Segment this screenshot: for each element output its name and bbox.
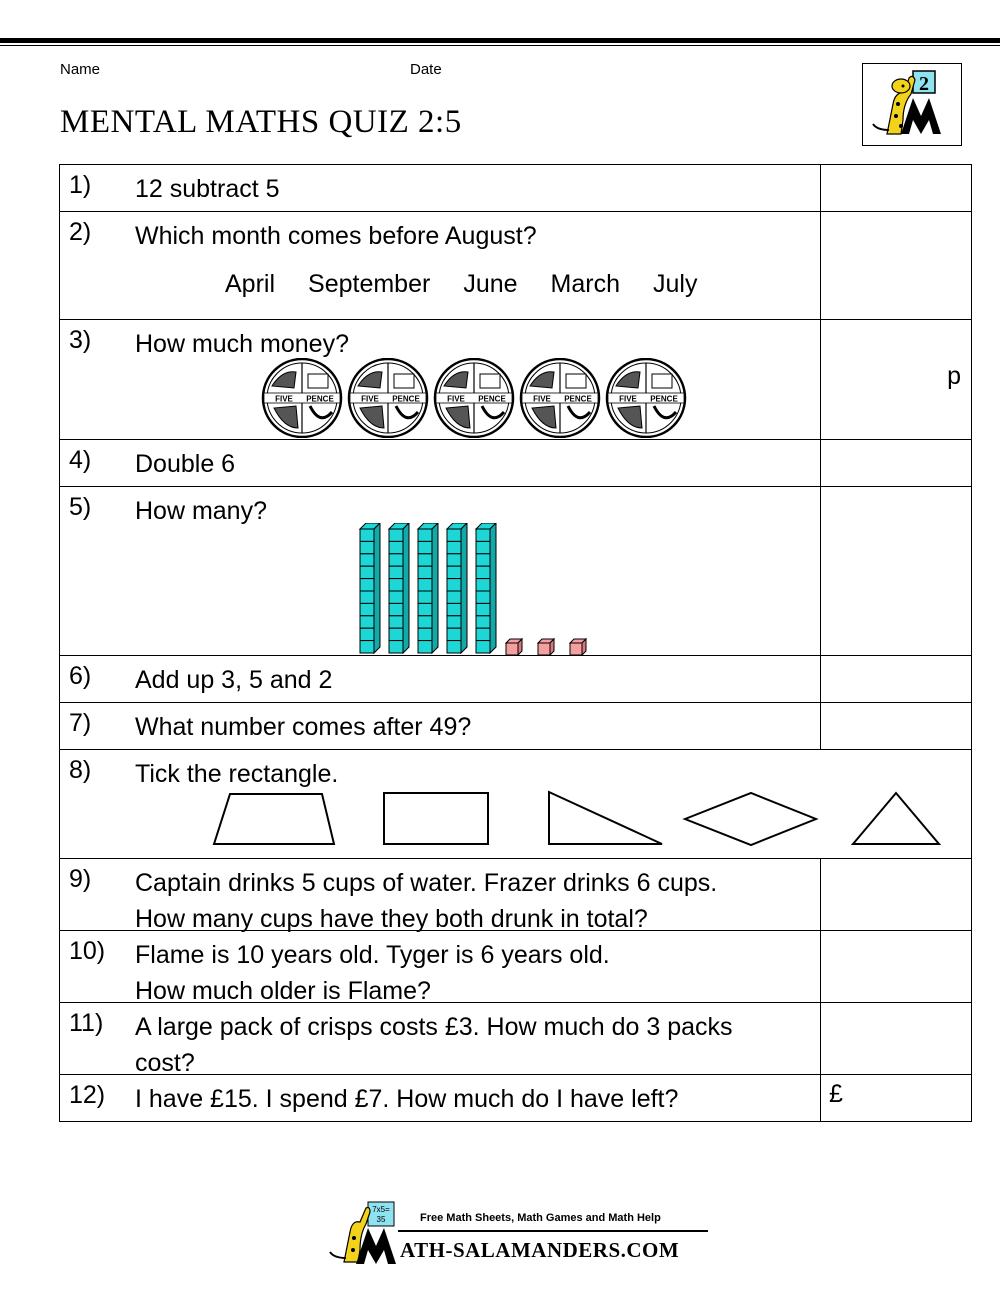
month-options — [225, 270, 730, 299]
answer-unit-pound: £ — [829, 1080, 843, 1108]
answer-box[interactable] — [821, 440, 972, 487]
coin-label-five: FIVE — [619, 394, 637, 404]
answer-box[interactable] — [821, 212, 972, 320]
unit-cube — [570, 639, 586, 655]
option-july: July — [653, 270, 698, 298]
question-number: 4) — [69, 446, 92, 474]
option-april: April — [225, 270, 276, 298]
option-march: March — [550, 270, 620, 298]
answer-box[interactable] — [821, 1075, 972, 1122]
footer-logo — [326, 1200, 710, 1266]
five-pence-coin — [435, 359, 513, 437]
coin-label-five: FIVE — [533, 394, 551, 404]
rhombus-shape[interactable] — [685, 793, 816, 845]
table-row — [60, 1003, 972, 1075]
tens-rod — [418, 523, 438, 653]
question-number: 1) — [69, 171, 92, 199]
question-text: Which month comes before August? — [135, 222, 537, 250]
table-row — [60, 440, 972, 487]
table-row — [60, 656, 972, 703]
top-rule — [0, 38, 1000, 43]
table-row — [60, 487, 972, 656]
right-triangle-shape[interactable] — [549, 792, 662, 844]
question-text: I have £15. I spend £7. How much do I have left? — [135, 1085, 679, 1113]
table-row — [60, 165, 972, 212]
quiz-table — [59, 164, 972, 1122]
coin-label-five: FIVE — [275, 394, 293, 404]
question-text: Captain drinks 5 cups of water. Frazer drinks 6 cups. How many cups have they both drunk in total? — [135, 869, 718, 933]
question-number: 5) — [69, 493, 92, 521]
five-pence-coin — [349, 359, 427, 437]
top-rule-thin — [0, 45, 1000, 46]
coin-label-five: FIVE — [361, 394, 379, 404]
date-label: Date — [410, 61, 442, 78]
question-number: 3) — [69, 326, 92, 354]
coin-label-pence: PENCE — [478, 394, 506, 404]
question-number: 6) — [69, 662, 92, 690]
question-text: Double 6 — [135, 450, 236, 478]
answer-box[interactable] — [821, 320, 972, 440]
tens-rod — [360, 523, 380, 653]
answer-box[interactable] — [821, 1003, 972, 1075]
question-text: Flame is 10 years old. Tyger is 6 years old. How much older is Flame? — [135, 941, 610, 1005]
five-pence-coin — [607, 359, 685, 437]
footer-tagline: Free Math Sheets, Math Games and Math Help — [420, 1212, 661, 1224]
coin-label-pence: PENCE — [306, 394, 334, 404]
triangle-shape[interactable] — [853, 793, 939, 844]
footer-site-name: ATH-SALAMANDERS.COM — [400, 1238, 680, 1262]
question-number: 10) — [69, 937, 106, 965]
question-text: Tick the rectangle. — [135, 760, 339, 788]
badge-bottom-text: 35 — [376, 1215, 386, 1224]
answer-box[interactable] — [821, 859, 972, 931]
salamander-logo — [862, 63, 962, 146]
logo-digit: 2 — [919, 73, 929, 95]
coin-label-five: FIVE — [447, 394, 465, 404]
question-number: 9) — [69, 865, 92, 893]
answer-unit-pence: p — [947, 362, 961, 390]
coin-label-pence: PENCE — [392, 394, 420, 404]
coin-label-pence: PENCE — [564, 394, 592, 404]
five-pence-coin — [521, 359, 599, 437]
answer-box[interactable] — [821, 703, 972, 750]
answer-box[interactable] — [821, 931, 972, 1003]
badge-top-text: 7x5= — [372, 1205, 390, 1214]
table-row — [60, 859, 972, 931]
answer-box[interactable] — [821, 487, 972, 656]
rectangle-shape[interactable] — [384, 793, 488, 844]
page-title: MENTAL MATHS QUIZ 2:5 — [60, 104, 462, 140]
question-number: 2) — [69, 218, 92, 246]
table-row — [60, 212, 972, 320]
option-june: June — [463, 270, 518, 298]
option-september: September — [308, 270, 431, 298]
question-text: How many? — [135, 497, 267, 525]
answer-box[interactable] — [821, 656, 972, 703]
tens-rod — [389, 523, 409, 653]
question-text: A large pack of crisps costs £3. How much do 3 packs cost? — [135, 1013, 733, 1077]
five-pence-coins — [258, 358, 698, 438]
base-ten-blocks — [358, 523, 598, 655]
question-number: 11) — [69, 1009, 104, 1037]
answer-box[interactable] — [821, 165, 972, 212]
shape-options — [210, 788, 950, 848]
tens-rod — [447, 523, 467, 653]
table-row — [60, 750, 972, 859]
question-number: 7) — [69, 709, 92, 737]
unit-cube — [506, 639, 522, 655]
question-number: 8) — [69, 756, 92, 784]
question-number: 12) — [69, 1081, 106, 1109]
question-text: Add up 3, 5 and 2 — [135, 666, 333, 694]
table-row — [60, 703, 972, 750]
coin-label-pence: PENCE — [650, 394, 678, 404]
table-row — [60, 1075, 972, 1122]
question-text: How much money? — [135, 330, 349, 358]
table-row — [60, 320, 972, 440]
question-text: What number comes after 49? — [135, 713, 472, 741]
table-row — [60, 931, 972, 1003]
five-pence-coin — [263, 359, 341, 437]
trapezium-shape[interactable] — [214, 794, 334, 844]
unit-cube — [538, 639, 554, 655]
name-label: Name — [60, 61, 101, 78]
question-text: 12 subtract 5 — [135, 175, 280, 203]
tens-rod — [476, 523, 496, 653]
